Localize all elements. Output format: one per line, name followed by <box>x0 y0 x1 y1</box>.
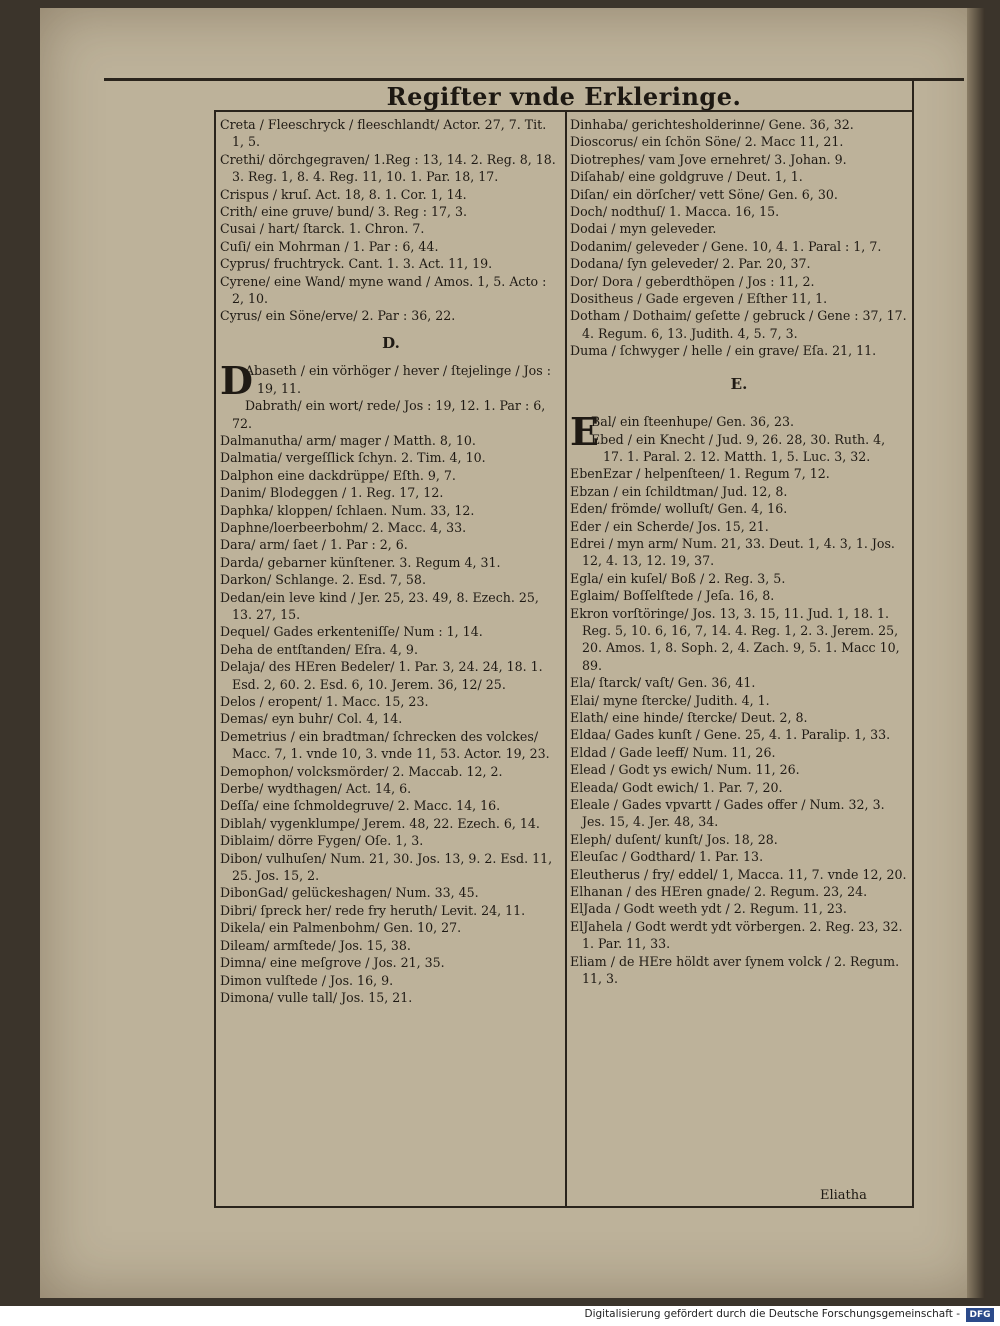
register-entry: Daphka/ kloppen/ ſchlaen. Num. 33, 12. <box>220 502 475 518</box>
register-entry: Abaseth / ein vörhöger / hever / ſtejelinge / Jos : 19, 11. <box>244 363 551 396</box>
register-entry: Edrei / myn arm/ Num. 21, 33. Deut. 1, 4. 3, 1. Jos. 12, 4. 13, 12. 19, 37. <box>570 535 895 569</box>
register-entry: Dimna/ eine meſgrove / Jos. 21, 35. <box>220 955 445 971</box>
register-entry: Eleph/ duſent/ kunſt/ Jos. 18, 28. <box>570 831 778 847</box>
register-entry: Deha de entſtanden/ Eſra. 4, 9. <box>220 641 418 657</box>
register-entry: Demophon/ volcksmörder/ 2. Maccab. 12, 2. <box>220 763 503 779</box>
section-d-block <box>220 358 562 1006</box>
register-entry: Dalmanutha/ arm/ mager / Matth. 8, 10. <box>220 432 476 448</box>
section-e-block <box>570 409 908 987</box>
entries-d-continued-list <box>570 116 908 360</box>
register-entry: Demas/ eyn buhr/ Col. 4, 14. <box>220 711 403 727</box>
register-entry: Dedan/ein leve kind / Jer. 25, 23. 49, 8. Ezech. 25, 13. 27, 15. <box>220 589 539 622</box>
register-entry: Dalphon eine dackdrüppe/ Eſth. 9, 7. <box>220 467 456 483</box>
right-column <box>570 116 908 988</box>
entries-d-list <box>220 358 562 1006</box>
register-entry: Ekron vorſtöringe/ Jos. 13, 3. 15, 11. Jud. 1, 18. 1. Reg. 5, 10. 6, 16, 7, 14. 4. Reg. 1, 2. 3. Jerem. 25, 20. Amos. 1, 8. Soph. 2, 4. Zach. 9, 5. 1. Macc 10, 89. <box>570 605 900 673</box>
footer-credit: Digitalisierung gefördert durch die Deutsche Forschungsgemeinschaft - <box>584 1308 960 1320</box>
register-entry: Dibon/ vulhuſen/ Num. 21, 30. Jos. 13, 9. 2. Esd. 11, 25. Jos. 15, 2. <box>220 850 553 884</box>
register-entry: Crethi/ dörchgegraven/ 1.Reg : 13, 14. 2. Reg. 8, 18. 3. Reg. 1, 8. 4. Reg. 11, 10. 1. Par. 18, 17. <box>220 151 556 185</box>
register-entry: Eldad / Gade leeff/ Num. 11, 26. <box>570 744 776 760</box>
register-entry: Dodai / myn geleveder. <box>570 221 717 237</box>
register-entry: Ebzan / ein ſchildtman/ Jud. 12, 8. <box>570 483 788 499</box>
register-entry: Dalmatia/ vergeſſlick ſchyn. 2. Tim. 4, 10. <box>220 450 486 466</box>
register-entry: Dodana/ ſyn geleveder/ 2. Par. 20, 37. <box>570 256 811 272</box>
entries-c-list <box>220 116 562 325</box>
register-entry: Dabrath/ ein wort/ rede/ Jos : 19, 12. 1. Par : 6, 72. <box>232 398 546 431</box>
dropcap-d: D <box>220 358 253 404</box>
entries-e-list <box>570 409 908 987</box>
register-entry: Derbe/ wydthagen/ Act. 14, 6. <box>220 781 412 797</box>
register-entry: Ebed / ein Knecht / Jud. 9, 26. 28, 30. Ruth. 4, 17. 1. Paral. 2. 12. Matth. 1, 5. Luc. 3, 32. <box>590 431 886 464</box>
register-entry: Dibri/ ſpreck her/ rede fry heruth/ Levit. 24, 11. <box>220 902 526 918</box>
register-entry: Dotham / Dothaim/ geſette / gebruck / Gene : 37, 17. 4. Regum. 6, 13. Judith. 4, 5. 7, 3. <box>570 308 907 341</box>
column-divider <box>565 112 567 1206</box>
register-entry: Diblah/ vygenklumpe/ Jerem. 48, 22. Ezech. 6, 14. <box>220 815 540 831</box>
register-entry: Dequel/ Gades erkenteniſſe/ Num : 1, 14. <box>220 624 483 640</box>
register-entry: Dinhaba/ gerichtesholderinne/ Gene. 36, 32. <box>570 117 854 132</box>
register-entry: Dara/ arm/ ſaet / 1. Par : 2, 6. <box>220 537 408 553</box>
register-entry: Darda/ gebarner künſtener. 3. Regum 4, 31. <box>220 554 501 570</box>
register-entry: Crith/ eine gruve/ bund/ 3. Reg : 17, 3. <box>220 204 468 220</box>
register-entry: DibonGad/ gelückeshagen/ Num. 33, 45. <box>220 885 479 901</box>
register-entry: Duma / ſchwyger / helle / ein grave/ Eſa. 21, 11. <box>570 343 877 359</box>
register-entry: Dimon vulſtede / Jos. 16, 9. <box>220 972 394 988</box>
register-entry: Dor/ Dora / geberdthöpen / Jos : 11, 2. <box>570 273 815 289</box>
register-entry: Diblaim/ dörre Fygen/ Oſe. 1, 3. <box>220 833 424 849</box>
register-entry: Eleuſac / Godthard/ 1. Par. 13. <box>570 849 764 865</box>
book-spine-shadow <box>967 8 985 1298</box>
register-entry: Eden/ frömde/ wolluſt/ Gen. 4, 16. <box>570 501 788 517</box>
register-entry: EbenEzar / helpenſteen/ 1. Regum 7, 12. <box>570 466 830 482</box>
frame-left-rule <box>214 112 216 1206</box>
register-entry: Delaja/ des HEren Bedeler/ 1. Par. 3, 24. 24, 18. 1. Esd. 2, 60. 2. Esd. 6, 10. Jerem. 36, 12/ 25. <box>220 659 543 692</box>
section-heading-e: E. <box>730 374 748 393</box>
register-entry: Eliam / de HEre höldt aver ſynem volck / 2. Regum. 11, 3. <box>570 953 900 987</box>
footer-rule <box>214 1206 914 1208</box>
register-entry: Eleada/ Godt ewich/ 1. Par. 7, 20. <box>570 779 783 795</box>
dropcap-e: E <box>570 409 599 455</box>
register-entry: Eglaim/ Boſſelſtede / Jeſa. 16, 8. <box>570 588 775 604</box>
frame-right-rule <box>912 80 914 1206</box>
register-entry: Dimona/ vulle tall/ Jos. 15, 21. <box>220 989 413 1005</box>
register-entry: Eldaa/ Gades kunſt / Gene. 25, 4. 1. Paralip. 1, 33. <box>570 727 891 743</box>
left-column <box>220 116 562 1006</box>
register-entry: Elai/ myne ſtercke/ Judith. 4, 1. <box>570 692 770 708</box>
register-entry: Diſan/ ein dörſcher/ vett Söne/ Gen. 6, 30. <box>570 186 838 202</box>
catchword: Eliatha <box>820 1188 867 1203</box>
register-entry: Cusai / hart/ ſtarck. 1. Chron. 7. <box>220 221 425 237</box>
register-entry: Eleutherus / fry/ eddel/ 1, Macca. 11, 7. vnde 12, 20. <box>570 866 907 882</box>
register-entry: Deſſa/ eine ſchmoldegruve/ 2. Macc. 14, 16. <box>220 798 501 814</box>
register-entry: Dositheus / Gade ergeven / Eſther 11, 1. <box>570 291 828 307</box>
register-entry: Danim/ Blodeggen / 1. Reg. 17, 12. <box>220 485 444 501</box>
register-entry: Doch/ nodthuſ/ 1. Macca. 16, 15. <box>570 204 780 220</box>
register-entry: Egla/ ein kuſel/ Boß / 2. Reg. 3, 5. <box>570 570 786 586</box>
register-entry: Cyrene/ eine Wand/ myne wand / Amos. 1, 5. Acto : 2, 10. <box>220 273 547 307</box>
register-entry: Diotrephes/ vam Jove ernehret/ 3. Johan. 9. <box>570 151 847 167</box>
register-entry: Daphne/loerbeerbohm/ 2. Macc. 4, 33. <box>220 519 467 535</box>
footer-bar <box>0 1306 1000 1326</box>
register-entry: Diſahab/ eine goldgruve / Deut. 1, 1. <box>570 169 803 185</box>
dfg-logo: DFG <box>966 1308 994 1322</box>
register-entry: Elhanan / des HEren gnade/ 2. Regum. 23, 24. <box>570 884 868 900</box>
register-entry: Dioscorus/ ein ſchön Söne/ 2. Macc 11, 21. <box>570 134 844 150</box>
register-entry: Cyrus/ ein Söne/erve/ 2. Par : 36, 22. <box>220 308 456 324</box>
register-entry: ElJada / Godt weeth ydt / 2. Regum. 11, 23. <box>570 901 847 917</box>
register-entry: Crispus / kruſ. Act. 18, 8. 1. Cor. 1, 14. <box>220 186 467 202</box>
section-heading-d: D. <box>382 333 400 352</box>
register-entry: Eder / ein Scherde/ Jos. 15, 21. <box>570 518 769 534</box>
register-entry: Creta / Fleeschryck / fleeschlandt/ Actor. 27, 7. Tit. 1, 5. <box>220 117 547 150</box>
register-entry: ElJahela / Godt werdt ydt vörbergen. 2. Reg. 23, 32. 1. Par. 11, 33. <box>570 918 903 952</box>
page-title: Regifter vnde Erkleringe. <box>386 82 742 111</box>
register-entry: Elath/ eine hinde/ ſtercke/ Deut. 2, 8. <box>570 710 808 725</box>
register-entry: Elead / Godt ys ewich/ Num. 11, 26. <box>570 762 800 778</box>
register-entry: Bal/ ein ſteenhupe/ Gen. 36, 23. <box>590 414 795 430</box>
register-entry: Demetrius / ein bradtman/ ſchrecken des volckes/ Macc. 7, 1. vnde 10, 3. vnde 11, 53. Actor. 19, 23. <box>220 728 550 762</box>
register-entry: Dikela/ ein Palmenbohm/ Gen. 10, 27. <box>220 920 462 936</box>
register-entry: Delos / eropent/ 1. Macc. 15, 23. <box>220 694 429 709</box>
register-entry: Dileam/ armſtede/ Jos. 15, 38. <box>220 937 411 953</box>
register-entry: Cuſi/ ein Mohrman / 1. Par : 6, 44. <box>220 238 439 254</box>
register-entry: Ela/ ſtarck/ vaſt/ Gen. 36, 41. <box>570 675 756 691</box>
register-entry: Eleale / Gades vpvartt / Gades offer / Num. 32, 3. Jes. 15, 4. Jer. 48, 34. <box>570 797 885 830</box>
register-entry: Cyprus/ fruchtryck. Cant. 1. 3. Act. 11, 19. <box>220 256 493 272</box>
register-entry: Dodanim/ geleveder / Gene. 10, 4. 1. Paral : 1, 7. <box>570 238 882 254</box>
register-entry: Darkon/ Schlange. 2. Esd. 7, 58. <box>220 572 426 588</box>
